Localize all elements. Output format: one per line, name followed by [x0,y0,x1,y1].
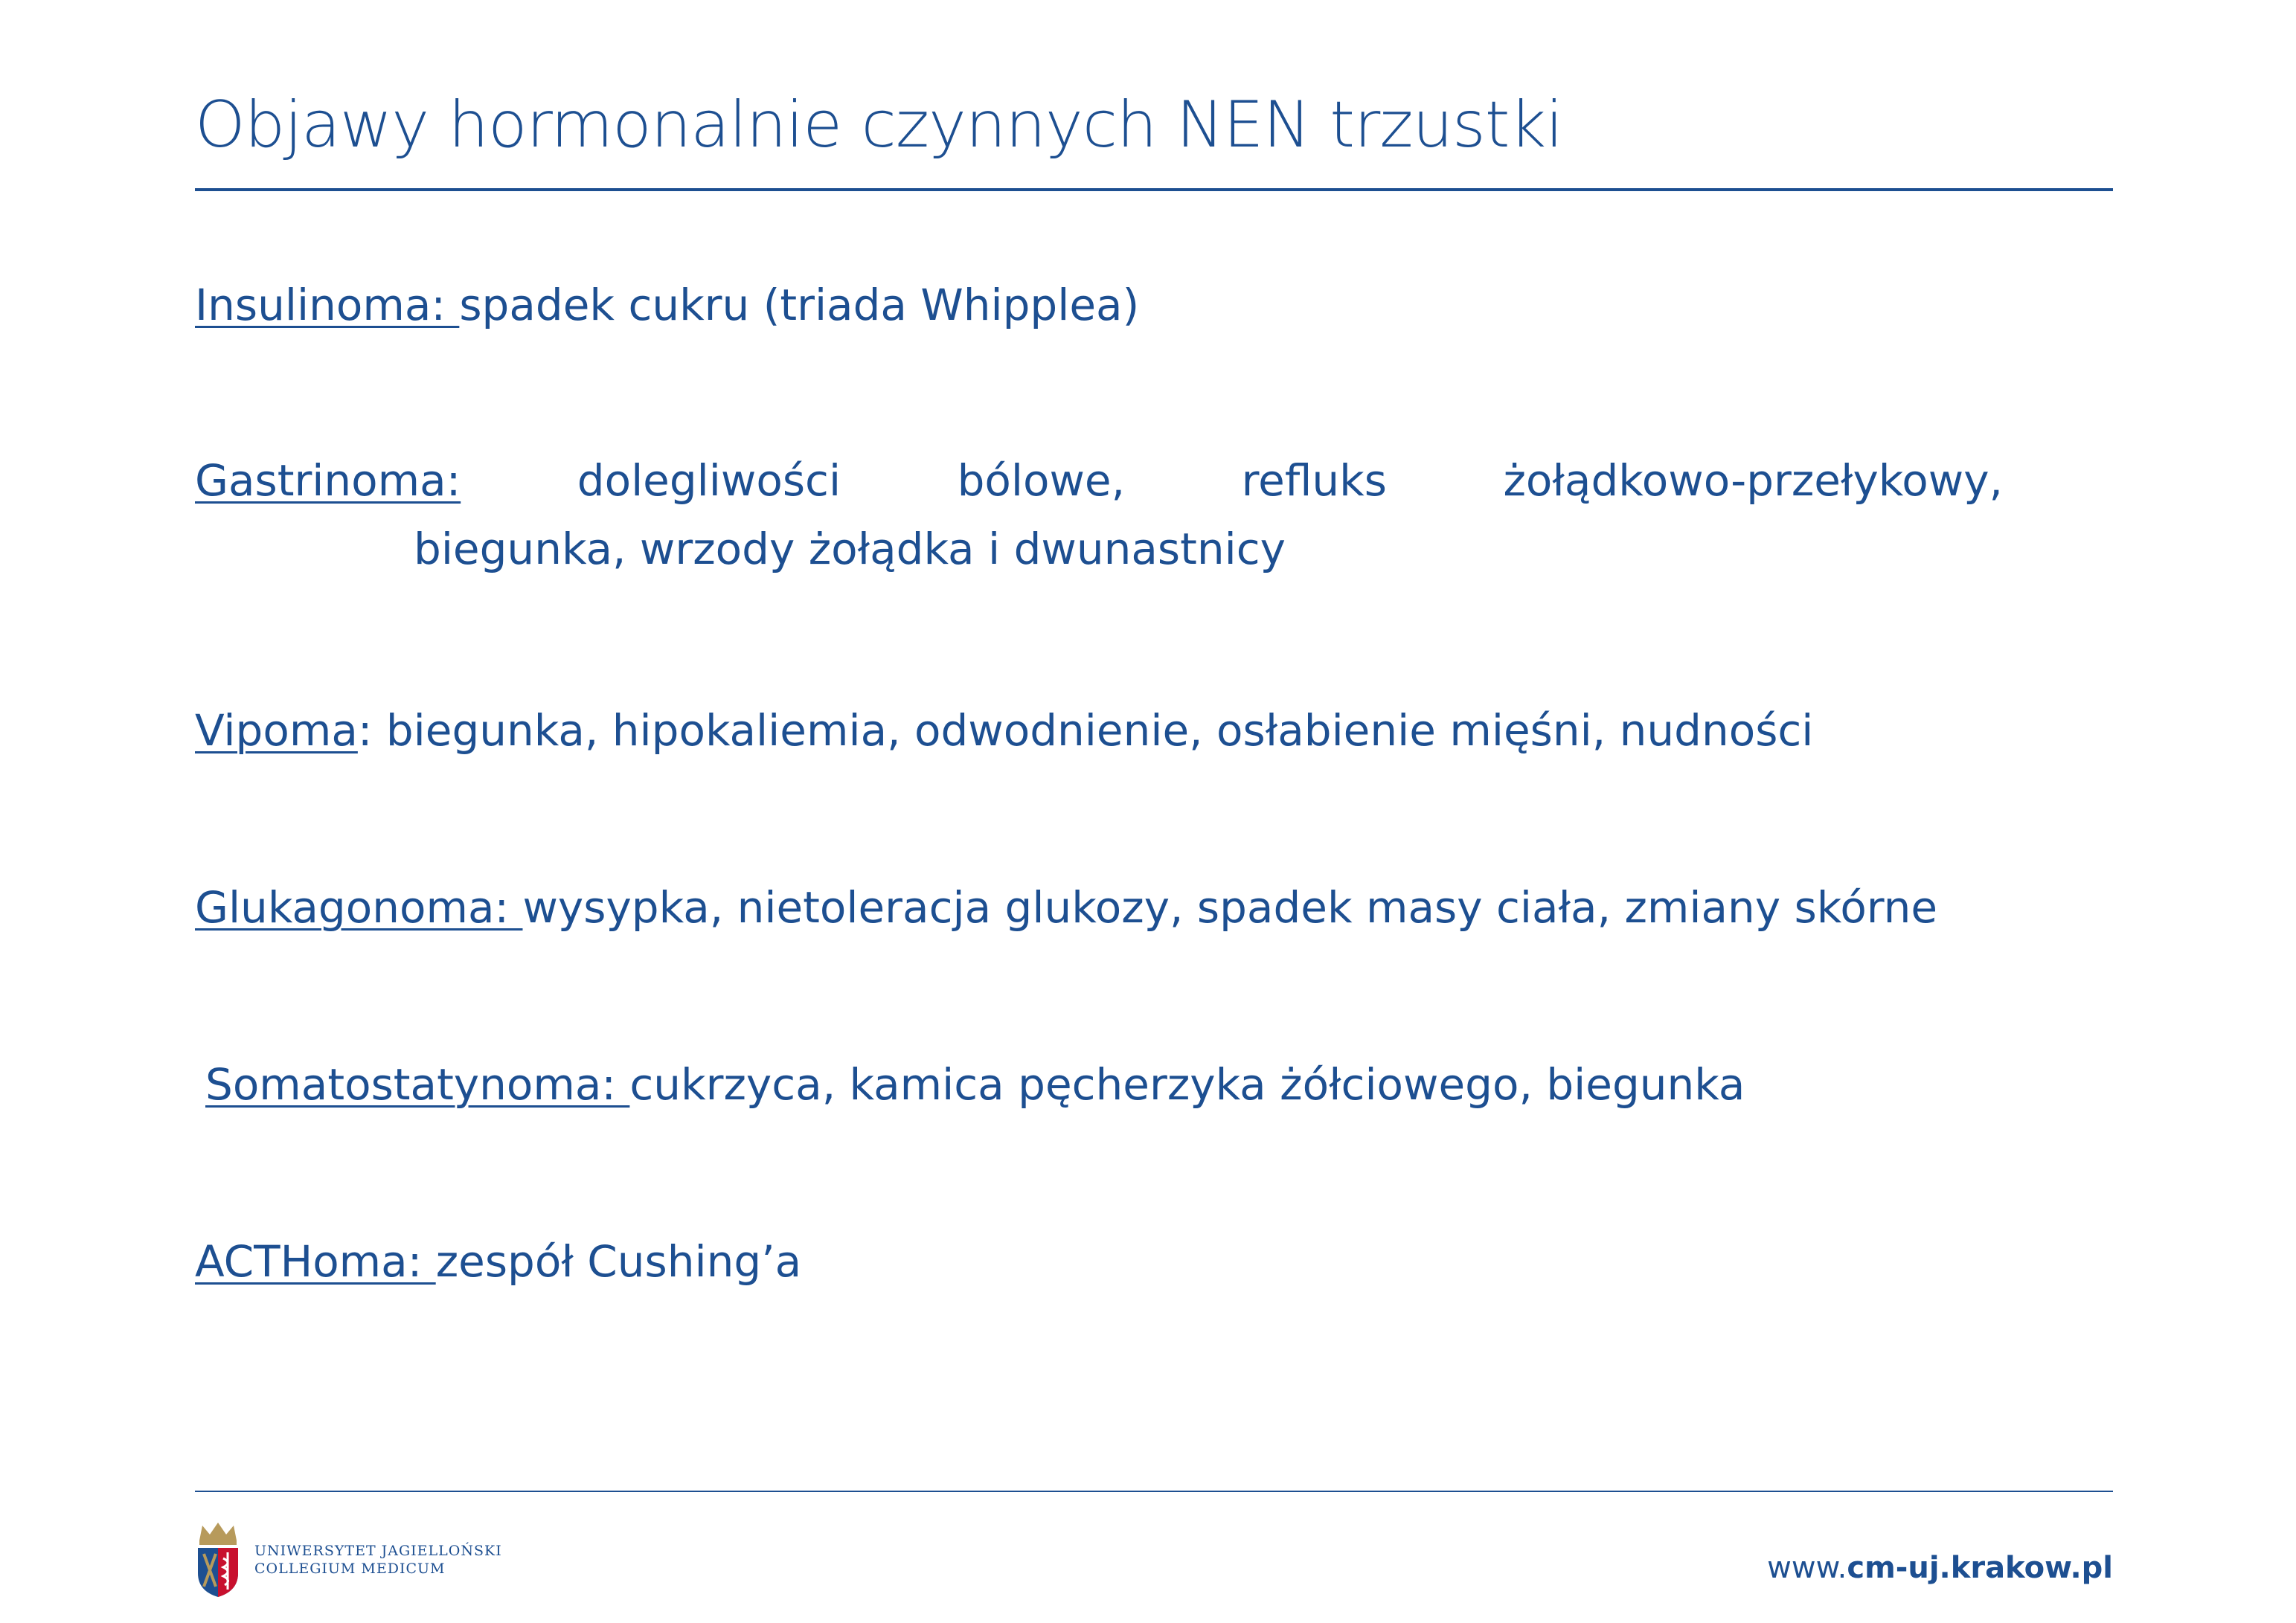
term-insulinoma: Insulinoma: [195,280,460,330]
desc-acthoma: zespół Cushing’a [435,1236,802,1287]
term-gastrinoma: Gastrinoma: [195,455,461,506]
gastrinoma-word: dolegliwości [577,455,841,506]
desc-somatostatynoma: cukrzyca, kamica pęcherzyka żółciowego, biegunka [629,1059,1745,1110]
website-domain: cm-uj.krakow.pl [1847,1551,2113,1585]
item-glukagonoma [195,873,1937,942]
desc-vipoma: : biegunka, hipokaliemia, odwodnienie, osłabienie mięśni, nudności [357,705,1814,756]
university-crest-icon [195,1521,241,1598]
logo-text-line2: COLLEGIUM MEDICUM [254,1561,446,1577]
gastrinoma-word: żołądkowo-przełykowy, [1503,455,2003,506]
term-vipoma: Vipoma [195,705,358,756]
university-logo [195,1521,502,1598]
desc-gastrinoma-line2: biegunka, wrzody żołądka i dwunastnicy [414,524,1286,574]
term-glukagonoma: Glukagonoma: [195,882,523,933]
logo-text [254,1542,502,1578]
term-acthoma: ACTHoma: [195,1236,436,1287]
item-vipoma [195,696,1813,765]
item-gastrinoma [195,446,2003,515]
item-acthoma [195,1227,801,1296]
website-prefix: www. [1767,1551,1847,1585]
desc-insulinoma: spadek cukru (triada Whipplea) [459,280,1140,330]
item-somatostatynoma [205,1050,1745,1119]
gastrinoma-word: refluks [1241,455,1387,506]
footer-divider [195,1491,2113,1492]
slide-title: Objawy hormonalnie czynnych NEN trzustki [195,88,1563,162]
title-divider [195,188,2113,191]
website-link[interactable] [1767,1551,2113,1585]
item-insulinoma [195,271,1139,339]
desc-glukagonoma: wysypka, nietoleracja glukozy, spadek masy ciała, zmiany skórne [522,882,1938,933]
logo-text-line1: UNIWERSYTET JAGIELLOŃSKI [254,1543,502,1559]
gastrinoma-word: bólowe, [957,455,1126,506]
term-somatostatynoma: Somatostatynoma: [205,1059,630,1110]
